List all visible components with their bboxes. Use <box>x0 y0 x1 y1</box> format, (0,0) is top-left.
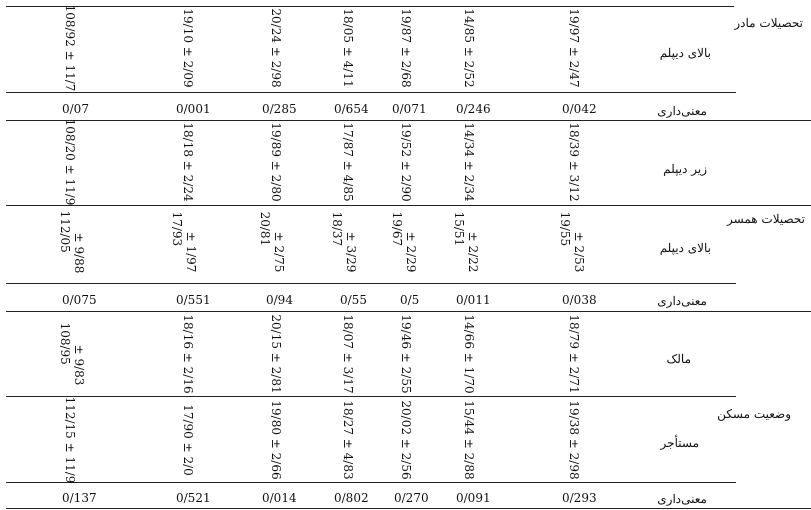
rule-bottom <box>6 508 811 509</box>
r3-value-line: 112/05 <box>58 210 72 253</box>
r3-value-line: ± 3/29 <box>344 231 358 273</box>
r2-value: 14/34 ± 2/34 <box>462 122 476 202</box>
r3-value-line: 19/55 <box>558 211 572 247</box>
sig2-value: 0/075 <box>62 293 97 307</box>
r3-value <box>390 212 418 273</box>
rule-r2-bottom <box>6 205 811 206</box>
group-spouse-education: تحصیلات همسر <box>727 212 805 226</box>
r3-value-line: ± 9/88 <box>72 232 86 274</box>
row-label-r2: زیر دیپلم <box>663 162 707 176</box>
r4-value: 18/07 ± 3/17 <box>341 314 355 394</box>
row-label-sig2: معنی‌داری <box>657 294 707 308</box>
r5-value: 15/44 ± 2/88 <box>462 400 476 480</box>
r3-value-line: ± 2/22 <box>466 231 480 273</box>
r3-value-line: 15/51 <box>452 211 466 247</box>
sig1-value: 0/071 <box>392 102 427 116</box>
r5-value: 19/38 ± 2/98 <box>567 400 581 480</box>
rule-sig2-bottom <box>6 311 811 312</box>
r3-value-line: 17/93 <box>170 211 184 247</box>
r1-value: 19/87 ± 2/68 <box>399 8 413 88</box>
group-maternal-education: تحصیلات مادر <box>734 16 803 30</box>
r5-value: 112/15 ± 11/9 <box>63 396 77 484</box>
sig2-value: 0/55 <box>340 293 367 307</box>
row-label-sig1: معنی‌داری <box>657 104 707 118</box>
sig3-value: 0/137 <box>62 491 97 505</box>
sig1-value: 0/654 <box>334 102 369 116</box>
r3-value-line: ± 2/75 <box>272 231 286 273</box>
row-label-r4: مالک <box>666 352 691 366</box>
sig3-value: 0/802 <box>334 491 369 505</box>
r4-value: 14/66 ± 1/70 <box>462 314 476 394</box>
r4-value: 19/46 ± 2/55 <box>399 314 413 394</box>
r3-value <box>452 212 480 273</box>
sig3-value: 0/014 <box>262 491 297 505</box>
r5-value: 18/27 ± 4/83 <box>341 400 355 480</box>
r4-value: 18/79 ± 2/71 <box>567 314 581 394</box>
rule-r4-bottom <box>6 396 736 397</box>
r5-value: 20/02 ± 2/56 <box>399 400 413 480</box>
sig2-value: 0/94 <box>266 293 293 307</box>
r4-value: 20/15 ± 2/81 <box>269 314 283 394</box>
r2-value: 18/18 ± 2/24 <box>181 122 195 202</box>
r1-value: 108/92 ± 11/7 <box>63 4 77 92</box>
r2-value: 19/89 ± 2/80 <box>269 122 283 202</box>
r3-value <box>330 212 358 273</box>
sig2-value: 0/011 <box>456 293 491 307</box>
rule-sig3-top <box>6 482 736 483</box>
group-housing-status: وضعیت مسکن <box>717 407 791 421</box>
r2-value: 17/87 ± 4/85 <box>341 122 355 202</box>
r3-value-line: ± 1/97 <box>184 231 198 273</box>
r1-value: 18/05 ± 4/11 <box>341 8 355 88</box>
sig1-value: 0/042 <box>562 102 597 116</box>
rule-top <box>6 6 734 7</box>
sig3-value: 0/293 <box>562 491 597 505</box>
r3-value-line: ± 2/53 <box>572 231 586 273</box>
rule-sig1-top <box>6 92 736 93</box>
r1-value: 14/85 ± 2/52 <box>462 8 476 88</box>
row-label-sig3: معنی‌داری <box>657 492 707 506</box>
r1-value: 19/97 ± 2/47 <box>567 8 581 88</box>
row-label-r5: مستأجر <box>660 436 699 450</box>
r3-value-line: 20/81 <box>258 211 272 247</box>
r4-value-line: ± 9/83 <box>72 344 86 386</box>
sig1-value: 0/246 <box>456 102 491 116</box>
sig2-value: 0/5 <box>400 293 420 307</box>
r3-value <box>170 212 198 273</box>
row-label-r1: بالای دیپلم <box>659 46 711 60</box>
r3-value <box>258 212 286 273</box>
rule-sig1-bottom <box>6 120 811 121</box>
r4-value <box>58 323 86 386</box>
r2-value: 18/39 ± 3/12 <box>567 122 581 202</box>
sig2-value: 0/551 <box>176 293 211 307</box>
row-label-r3: بالای دیپلم <box>659 241 711 255</box>
r5-value: 19/80 ± 2/66 <box>269 400 283 480</box>
r2-value: 108/20 ± 11/9 <box>63 118 77 206</box>
r1-value: 20/24 ± 2/98 <box>269 8 283 88</box>
r3-value-line: 19/67 <box>390 211 404 247</box>
sig3-value: 0/521 <box>176 491 211 505</box>
r3-value <box>58 211 86 274</box>
sig3-value: 0/270 <box>394 491 429 505</box>
r2-value: 19/52 ± 2/90 <box>399 122 413 202</box>
sig3-value: 0/091 <box>456 491 491 505</box>
sig2-value: 0/038 <box>562 293 597 307</box>
rule-sig2-top <box>6 283 736 284</box>
sig1-value: 0/001 <box>176 102 211 116</box>
r5-value: 17/90 ± 2/0 <box>181 404 195 476</box>
r3-value <box>558 212 586 273</box>
r3-value-line: ± 2/29 <box>404 231 418 273</box>
r1-value: 19/10 ± 2/09 <box>181 8 195 88</box>
sig1-value: 0/07 <box>62 102 89 116</box>
r4-value-line: 108/95 <box>58 322 72 365</box>
r4-value: 18/16 ± 2/16 <box>181 314 195 394</box>
sig1-value: 0/285 <box>262 102 297 116</box>
r3-value-line: 18/37 <box>330 211 344 247</box>
